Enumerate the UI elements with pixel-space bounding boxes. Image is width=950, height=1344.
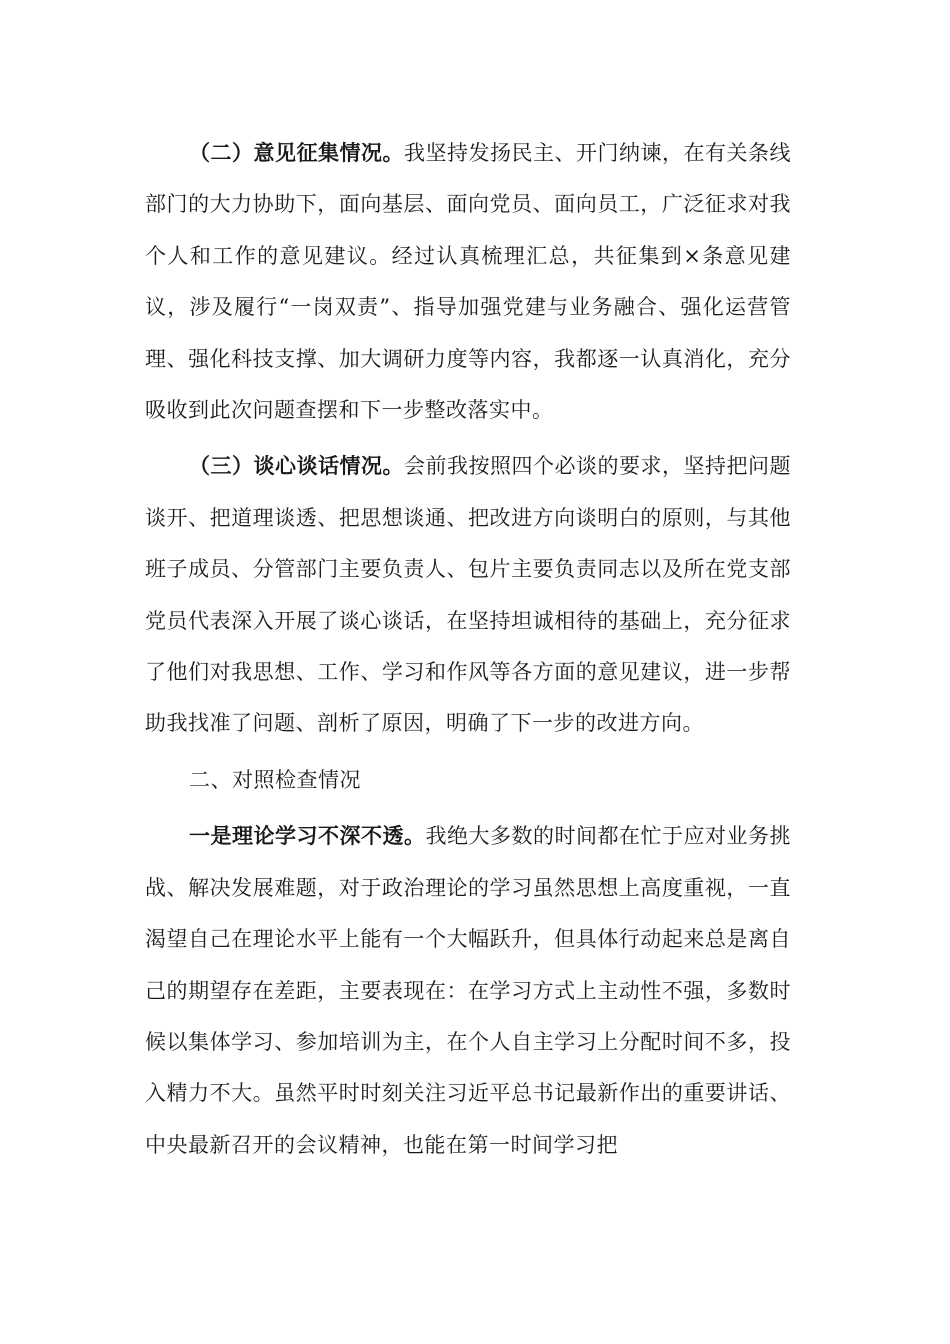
section-heading-text: 二、对照检查情况 [189, 767, 361, 792]
paragraph-heart-to-heart-talks [145, 441, 791, 749]
paragraph-lead: 一是理论学习不深不透。 [189, 824, 426, 849]
paragraph-opinion-collection [145, 128, 791, 436]
paragraph-body: 我坚持发扬民主、开门纳谏，在有关条线部门的大力协助下，面向基层、面向党员、面向员工，广泛征求对我个人和工作的意见建议。经过认真梳理汇总，共征集到×条意见建议，涉及履行“一岗双责”、指导加强党建与业务融合、强化运营管理、强化科技支撑、加大调研力度等内容，我都逐一认真消化，充分吸收到此次问题查摆和下一步整改落实中。 [145, 141, 791, 423]
section-heading [145, 755, 791, 806]
paragraph-body: 我绝大多数的时间都在忙于应对业务挑战、解决发展难题，对于政治理论的学习虽然思想上高度重视，一直渴望自己在理论水平上能有一个大幅跃升，但具体行动起来总是离自己的期望存在差距，主要表现在：在学习方式上主动性不强，多数时候以集体学习、参加培训为主，在个人自主学习上分配时间不多，投入精力不大。虽然平时时刻关注习近平总书记最新作出的重要讲话、中央最新召开的会议精神，也能在第一时间学习把 [145, 824, 791, 1157]
paragraph-lead: （三）谈心谈话情况。 [189, 454, 404, 479]
paragraph-lead: （二）意见征集情况。 [189, 141, 404, 165]
document-body [145, 128, 791, 1176]
paragraph-body: 会前我按照四个必谈的要求，坚持把问题谈开、把道理谈透、把思想谈通、把改进方向谈明白的原则，与其他班子成员、分管部门主要负责人、包片主要负责同志以及所在党支部党员代表深入开展了谈心谈话，在坚持坦诚相待的基础上，充分征求了他们对我思想、工作、学习和作风等各方面的意见建议，进一步帮助我找准了问题、剖析了原因，明确了下一步的改进方向。 [145, 454, 791, 736]
paragraph-theory-study [145, 811, 791, 1171]
